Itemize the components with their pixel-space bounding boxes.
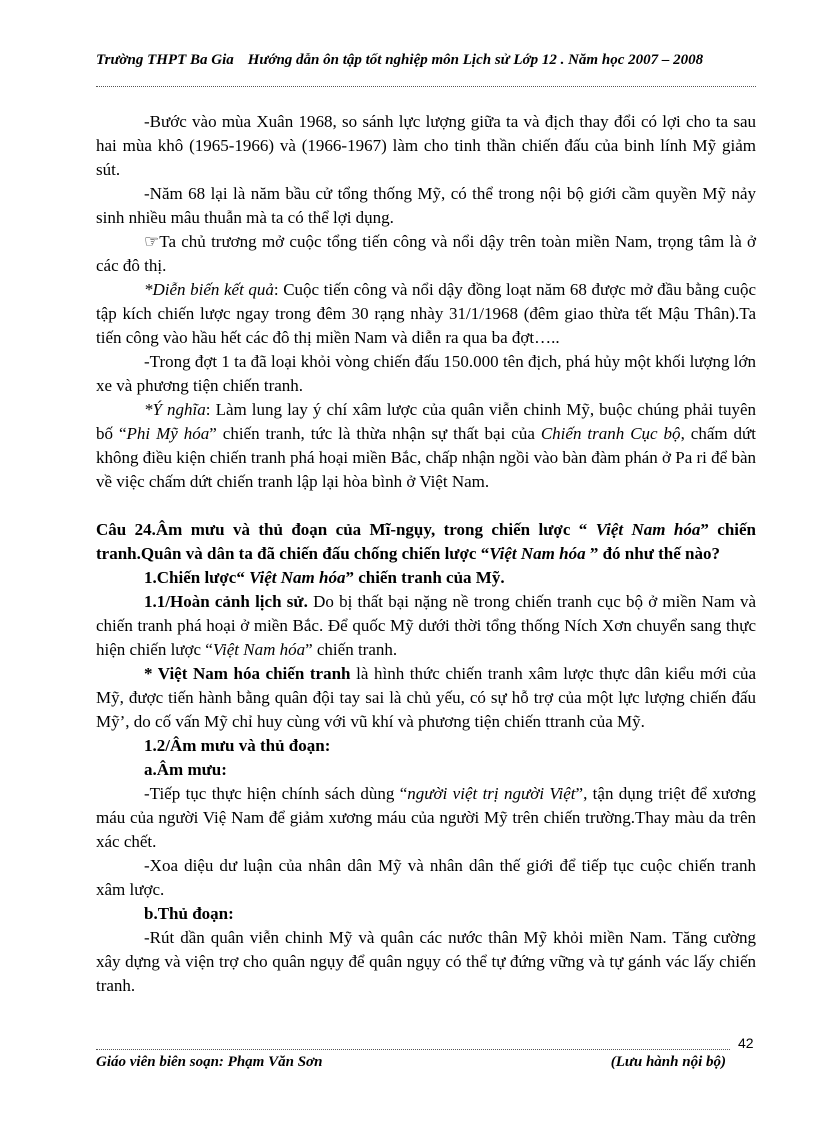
paragraph: * Việt Nam hóa chiến tranh là hình thức chiến tranh xâm lược thực dân kiểu mới của Mỹ, được tiến hành bằng quân đội tay sai là chủ yếu, có sự hỗ trợ của một lực lượng chiến đấu Mỹ’, do cố vấn Mỹ chỉ huy cùng với vũ khí và phương tiện chiến ttranh của Mỹ. (96, 664, 756, 731)
paragraph: *Ý nghĩa: Làm lung lay ý chí xâm lược của quân viễn chinh Mỹ, buộc chúng phải tuyên bố “Phi Mỹ hóa” chiến tranh, tức là thừa nhận sự thất bại của Chiến tranh Cục bộ, chấm dứt không điều kiện chiến tranh phá hoại miền Bắc, chấp nhận ngồi vào bàn đàm phán ở Pa ri để bàn về việc chấm dứt chiến tranh lập lại hòa bình ở Việt Nam. (96, 400, 757, 491)
paragraph: -Năm 68 lại là năm bầu cử tổng thống Mỹ, có thể trong nội bộ giới cầm quyền Mỹ nảy sinh nhiều mâu thuẫn mà ta có thể lợi dụng. (96, 184, 756, 227)
subsection-heading: b.Thủ đoạn: (144, 904, 234, 923)
paragraph: ☞Ta chủ trương mở cuộc tổng tiến công và nổi dậy trên toàn miền Nam, trọng tâm là ở các đô thị. (96, 232, 756, 275)
label-y-nghia: *Ý nghĩa (144, 400, 206, 419)
author-name: Phạm Văn Sơn (227, 1054, 323, 1070)
paragraph: 1.1/Hoàn cảnh lịch sử. Do bị thất bại nặng nề trong chiến tranh cục bộ ở miền Nam và chiến tranh phá hoại ở miền Bắc. Để quốc Mỹ dưới thời tổng thống Ních Xơn chuyển sang thực hiện chiến lược “Việt Nam hóa” chiến tranh. (96, 592, 756, 659)
paragraph: -Trong đợt 1 ta đã loại khỏi vòng chiến đấu 150.000 tên địch, phá hủy một khối lượng lớn xe và phương tiện chiến tranh. (96, 352, 756, 395)
header-school: Trường THPT Ba Gia (96, 52, 234, 68)
subsection-heading: a.Âm mưu: (144, 760, 227, 779)
page-body (96, 110, 756, 998)
page-number: 42 (738, 1035, 754, 1051)
question-heading: Câu 24.Âm mưu và thủ đoạn của Mĩ-ngụy, trong chiến lược “ Việt Nam hóa” chiến tranh.Quân và dân ta đã chiến đấu chống chiến lược “Việt Nam hóa ” đó như thế nào? (96, 520, 757, 563)
paragraph: -Rút dần quân viễn chinh Mỹ và quân các nước thân Mỹ khỏi miền Nam. Tăng cường xây dựng và viện trợ cho quân ngụy để quân ngụy có thể tự đứng vững và tự gánh vác lấy chiến tranh. (96, 928, 756, 995)
section-heading: 1.Chiến lược“ Việt Nam hóa” chiến tranh của Mỹ. (144, 568, 505, 587)
paragraph: -Xoa diệu dư luận của nhân dân Mỹ và nhân dân thế giới để tiếp tục cuộc chiến tranh xâm lược. (96, 856, 756, 899)
definition-label: * Việt Nam hóa chiến tranh (144, 664, 351, 683)
header-title: Hướng dẫn ôn tập tốt nghiệp môn Lịch sử Lớp 12 . Năm học 2007 – 2008 (247, 52, 704, 68)
author-label: Giáo viên biên soạn: (96, 1054, 228, 1070)
header-divider (96, 86, 756, 87)
subsection-heading: 1.2/Âm mưu và thủ đoạn: (144, 736, 331, 755)
footer-divider (96, 1049, 730, 1050)
paragraph: -Tiếp tục thực hiện chính sách dùng “người việt trị người Việt”, tận dụng triệt để xương máu của người Việ Nam để giảm xương máu của người Mỹ trên chiến trường.Thay màu da trên xác chết. (96, 784, 756, 851)
page-header (96, 52, 736, 69)
footer-note: (Lưu hành nội bộ) (610, 1054, 726, 1070)
subsection-label: 1.1/Hoàn cảnh lịch sử. (144, 592, 308, 611)
pointing-hand-icon: ☞ (144, 232, 160, 251)
label-dien-bien: *Diễn biến kết quả (144, 280, 274, 299)
page-footer (96, 1054, 726, 1071)
paragraph: *Diễn biến kết quả: Cuộc tiến công và nổi dậy đồng loạt năm 68 được mở đầu bằng cuộc tập kích chiến lược ngay trong đêm 30 rạng nhày 31/1/1968 (đêm giao thừa tết Mậu Thân).Ta tiến công vào hầu hết các đô thị miền Nam và diễn ra qua ba đợt….. (96, 280, 756, 347)
paragraph: -Bước vào mùa Xuân 1968, so sánh lực lượng giữa ta và địch thay đổi có lợi cho ta sau hai mùa khô (1965-1966) và (1966-1967) làm cho tinh thần chiến đấu của binh lính Mỹ giảm sút. (96, 112, 756, 179)
